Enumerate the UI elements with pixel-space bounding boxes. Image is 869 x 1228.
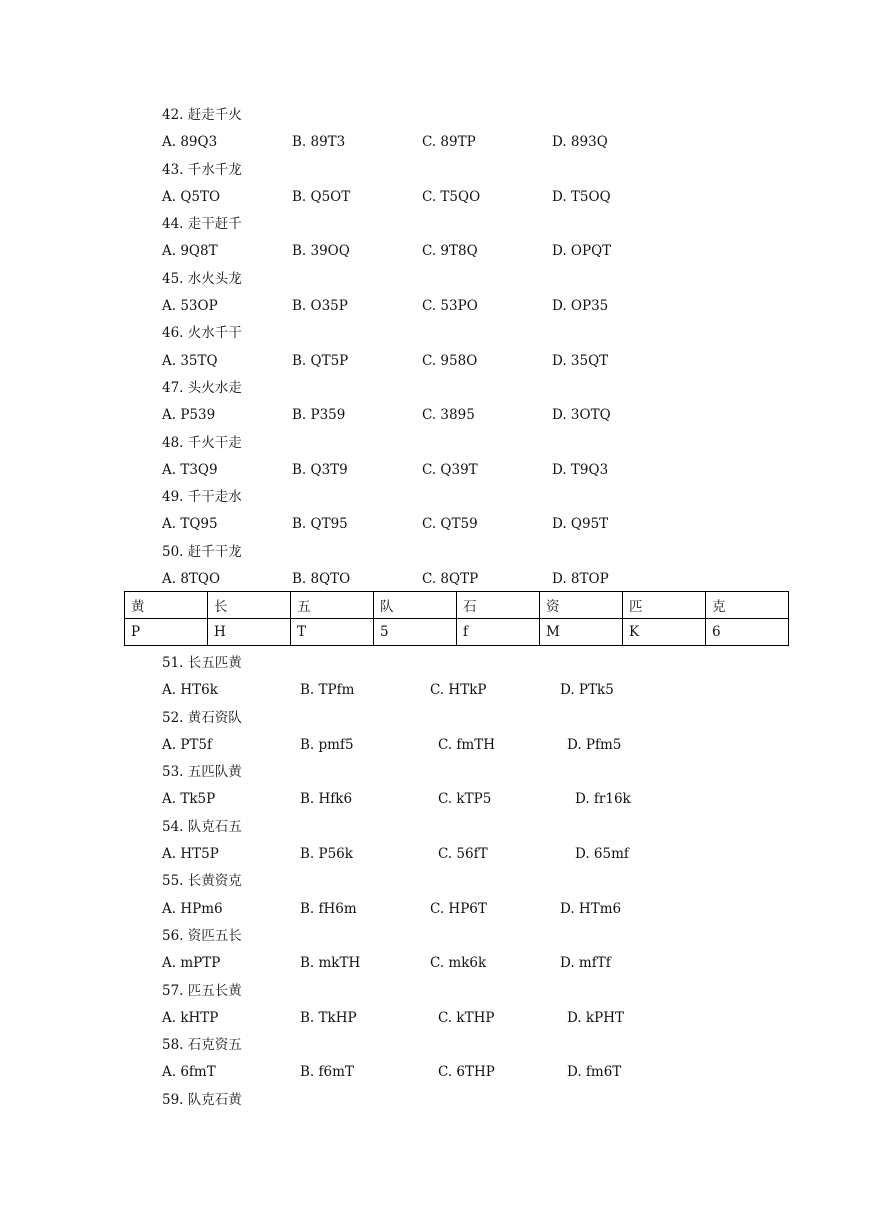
code-table-cell: 克: [706, 592, 789, 619]
option-c[interactable]: C. 53PO: [422, 298, 478, 315]
option-d[interactable]: D. Pfm5: [567, 736, 622, 753]
option-a[interactable]: A. Q5TO: [162, 188, 221, 205]
option-c[interactable]: C. QT59: [422, 516, 478, 533]
option-d[interactable]: D. HTm6: [560, 900, 622, 917]
option-a[interactable]: A. 35TQ: [162, 352, 218, 369]
option-b[interactable]: B. QT95: [292, 516, 348, 533]
answer-options: [0, 950, 869, 977]
code-table-chars-row: [125, 592, 789, 619]
option-a[interactable]: A. PT5f: [162, 736, 213, 753]
answer-options: [0, 402, 869, 429]
question-stem: 42. 赶走千火: [162, 107, 242, 123]
question-stem: 57. 匹五长黄: [162, 982, 242, 999]
option-a[interactable]: A. HT5P: [162, 846, 219, 863]
answer-options: [0, 511, 869, 538]
option-a[interactable]: A. T3Q9: [162, 461, 218, 478]
question-stem: 54. 队克石五: [162, 818, 242, 835]
option-b[interactable]: B. TPfm: [300, 682, 355, 699]
question-stem: 47. 头火水走: [162, 379, 242, 396]
option-d[interactable]: D. PTk5: [560, 682, 614, 699]
option-b[interactable]: B. P359: [292, 407, 346, 424]
option-d[interactable]: D. fr16k: [575, 791, 631, 808]
option-c[interactable]: C. 6THP: [438, 1064, 495, 1081]
option-b[interactable]: B. O35P: [292, 298, 348, 315]
answer-options: [0, 348, 869, 375]
question-stem: 49. 千干走水: [162, 489, 242, 506]
answer-options: [0, 1059, 869, 1086]
option-b[interactable]: B. fH6m: [300, 900, 357, 917]
option-b[interactable]: B. QT5P: [292, 352, 349, 369]
option-b[interactable]: B. 89T3: [292, 134, 346, 151]
option-c[interactable]: C. 9T8Q: [422, 243, 478, 260]
code-table-cell: f: [457, 619, 540, 646]
option-b[interactable]: B. 8QTO: [292, 571, 351, 588]
option-d[interactable]: D. kPHT: [567, 1009, 624, 1026]
option-d[interactable]: D. fm6T: [567, 1064, 622, 1081]
option-c[interactable]: C. Q39T: [422, 461, 478, 478]
answer-options: [0, 786, 869, 813]
answer-options: [0, 1005, 869, 1032]
answer-options: [0, 457, 869, 484]
option-c[interactable]: C. 8QTP: [422, 571, 479, 588]
option-b[interactable]: B. Q5OT: [292, 188, 351, 205]
question-stem: 52. 黄石资队: [162, 709, 242, 726]
option-a[interactable]: A. 9Q8T: [162, 243, 218, 260]
option-a[interactable]: A. Tk5P: [162, 791, 216, 808]
option-b[interactable]: B. TkHP: [300, 1009, 357, 1026]
question-stem: 51. 长五匹黄: [162, 655, 242, 671]
option-a[interactable]: A. HT6k: [162, 682, 218, 699]
answer-options: [0, 896, 869, 923]
question-stem: 50. 赶千干龙: [162, 543, 242, 560]
option-d[interactable]: D. 893Q: [552, 134, 608, 151]
question-group-51-59: [0, 650, 869, 1114]
answer-options: [0, 677, 869, 704]
option-c[interactable]: C. T5QO: [422, 188, 481, 205]
code-table-cell: 资: [540, 592, 623, 619]
question-stem: 55. 长黄资克: [162, 873, 242, 890]
option-c[interactable]: C. 3895: [422, 407, 475, 424]
question-stem: 45. 水火头龙: [162, 270, 242, 287]
code-table-cell: P: [125, 619, 208, 646]
code-table-cell: H: [208, 619, 291, 646]
option-d[interactable]: D. OPQT: [552, 243, 612, 260]
answer-options: [0, 184, 869, 211]
question-stem: 48. 千火干走: [162, 434, 242, 451]
code-table-cell: 6: [706, 619, 789, 646]
option-c[interactable]: C. HTkP: [430, 682, 487, 699]
option-d[interactable]: D. Q95T: [552, 516, 609, 533]
question-stem: 44. 走干赶千: [162, 216, 242, 233]
option-c[interactable]: C. kTP5: [438, 791, 492, 808]
option-a[interactable]: A. 89Q3: [162, 134, 218, 151]
option-b[interactable]: B. P56k: [300, 846, 353, 863]
question-stem: 43. 千水千龙: [162, 161, 242, 178]
option-c[interactable]: C. fmTH: [438, 736, 496, 753]
code-table-cell: 黄: [125, 592, 208, 619]
option-a[interactable]: A. HPm6: [162, 900, 223, 917]
option-a[interactable]: A. mPTP: [162, 955, 221, 972]
code-table-cell: 5: [374, 619, 457, 646]
option-b[interactable]: B. Q3T9: [292, 461, 348, 478]
option-c[interactable]: C. mk6k: [430, 955, 487, 972]
option-b[interactable]: B. 39OQ: [292, 243, 350, 260]
code-table-cell: M: [540, 619, 623, 646]
code-table-cell: 队: [374, 592, 457, 619]
code-table-codes-row: [125, 619, 789, 646]
question-stem: 59. 队克石黄: [162, 1091, 242, 1108]
code-table-cell: T: [291, 619, 374, 646]
option-c[interactable]: C. kTHP: [438, 1009, 495, 1026]
option-d[interactable]: D. 3OTQ: [552, 407, 611, 424]
answer-options: [0, 841, 869, 868]
answer-options: [0, 293, 869, 320]
code-table-cell: 五: [291, 592, 374, 619]
question-stem: 53. 五匹队黄: [162, 764, 242, 781]
option-a[interactable]: A. 53OP: [162, 298, 218, 315]
answer-options: [0, 129, 869, 156]
question-group-42-50: [0, 102, 869, 593]
answer-options: [0, 732, 869, 759]
answer-options: [0, 566, 869, 593]
option-c[interactable]: C. HP6T: [430, 900, 487, 917]
option-a[interactable]: A. 8TQO: [162, 571, 221, 588]
option-b[interactable]: B. pmf5: [300, 736, 354, 753]
option-d[interactable]: D. 65mf: [575, 846, 629, 863]
option-c[interactable]: C. 958O: [422, 352, 478, 369]
question-stem: 56. 资匹五长: [162, 927, 242, 944]
question-stem: 46. 火水千干: [162, 325, 242, 342]
option-d[interactable]: D. OP35: [552, 298, 609, 315]
code-table-cell: 石: [457, 592, 540, 619]
answer-options: [0, 238, 869, 265]
question-stem: 58. 石克资五: [162, 1037, 242, 1054]
option-c[interactable]: C. 56fT: [438, 846, 488, 863]
option-b[interactable]: B. f6mT: [300, 1064, 354, 1081]
code-table-cell: 匹: [623, 592, 706, 619]
option-d[interactable]: D. 35QT: [552, 352, 609, 369]
option-b[interactable]: B. Hfk6: [300, 791, 353, 808]
option-a[interactable]: A. P539: [162, 407, 216, 424]
option-d[interactable]: D. T9Q3: [552, 461, 609, 478]
option-a[interactable]: A. kHTP: [162, 1009, 219, 1026]
option-d[interactable]: D. T5OQ: [552, 188, 611, 205]
option-a[interactable]: A. TQ95: [162, 516, 218, 533]
code-table: [124, 591, 789, 646]
option-c[interactable]: C. 89TP: [422, 134, 476, 151]
option-d[interactable]: D. mfTf: [560, 955, 611, 972]
code-table-cell: 长: [208, 592, 291, 619]
code-table-cell: K: [623, 619, 706, 646]
option-a[interactable]: A. 6fmT: [162, 1064, 216, 1081]
option-d[interactable]: D. 8TOP: [552, 571, 609, 588]
option-b[interactable]: B. mkTH: [300, 955, 361, 972]
